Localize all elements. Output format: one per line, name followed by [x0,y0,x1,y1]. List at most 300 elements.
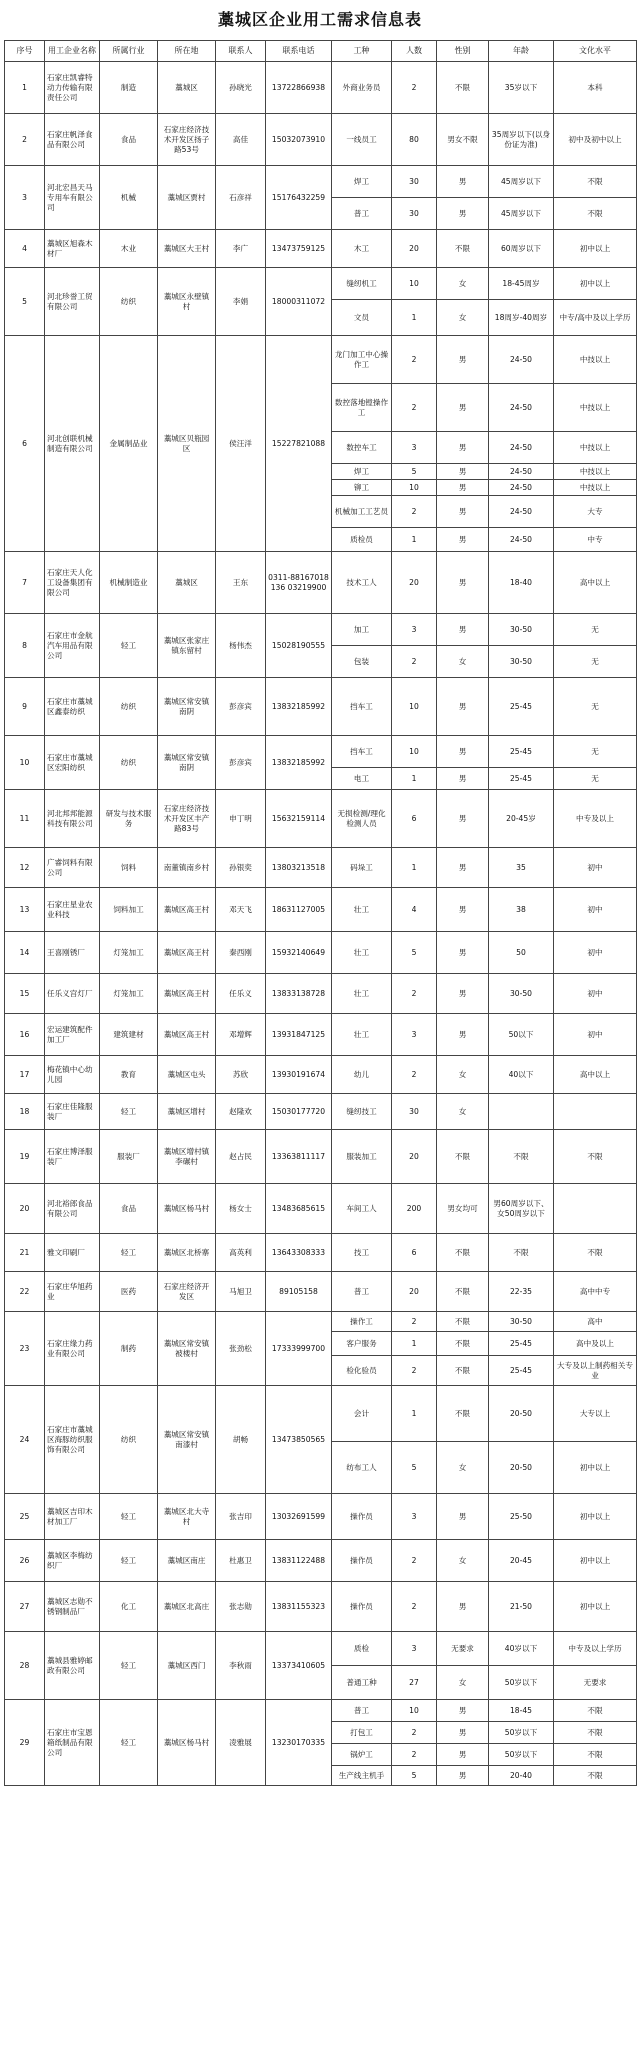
job-type-cell: 纺布工人 [332,1442,392,1494]
job-type-cell: 挡车工 [332,736,392,768]
headcount-cell: 3 [392,1632,437,1666]
location-cell: 南董镇南乡村 [158,848,216,888]
seq-cell: 29 [5,1700,45,1786]
job-type-cell: 幼儿 [332,1056,392,1094]
headcount-cell: 10 [392,736,437,768]
seq-cell: 19 [5,1130,45,1184]
gender-cell: 男 [437,432,489,464]
age-cell: 不限 [489,1130,554,1184]
education-cell: 高中中专 [554,1272,637,1312]
contact-cell: 孙银奕 [216,848,266,888]
gender-cell: 男 [437,166,489,198]
industry-cell: 轻工 [100,1094,158,1130]
headcount-cell: 20 [392,1272,437,1312]
headcount-cell: 5 [392,1766,437,1786]
company-name-cell: 石家庄星业农业科技 [45,888,100,932]
phone-cell: 13473759125 [266,230,332,268]
header-cell: 工种 [332,41,392,62]
headcount-cell: 2 [392,62,437,114]
table-row [5,1632,637,1666]
age-cell: 18-40 [489,552,554,614]
age-cell: 18-45周岁 [489,268,554,300]
seq-cell: 25 [5,1494,45,1540]
company-name-cell: 石家庄市藁城区海豚纺织服饰有限公司 [45,1386,100,1494]
education-cell: 高中及以上 [554,1332,637,1356]
gender-cell: 男 [437,736,489,768]
job-type-cell: 铆工 [332,480,392,496]
education-cell: 无要求 [554,1666,637,1700]
table-row [5,678,637,736]
industry-cell: 制药 [100,1312,158,1386]
table-row [5,888,637,932]
phone-cell: 13032691599 [266,1494,332,1540]
company-name-cell: 藁城区吉印木材加工厂 [45,1494,100,1540]
company-name-cell: 石家庄天人化工设备集团有限公司 [45,552,100,614]
gender-cell: 女 [437,646,489,678]
location-cell: 藁城区大王村 [158,230,216,268]
contact-cell: 张志勋 [216,1582,266,1632]
gender-cell: 男 [437,678,489,736]
seq-cell: 9 [5,678,45,736]
phone-cell: 13930191674 [266,1056,332,1094]
gender-cell: 不限 [437,1234,489,1272]
seq-cell: 8 [5,614,45,678]
gender-cell: 男 [437,384,489,432]
industry-cell: 轻工 [100,1700,158,1786]
table-row [5,1130,637,1184]
headcount-cell: 2 [392,384,437,432]
table-row [5,1386,637,1442]
education-cell: 无 [554,768,637,790]
job-type-cell: 挡车工 [332,678,392,736]
headcount-cell: 20 [392,1130,437,1184]
gender-cell: 不限 [437,62,489,114]
industry-cell: 木业 [100,230,158,268]
company-name-cell: 石家庄华旭药业 [45,1272,100,1312]
age-cell: 30-50 [489,974,554,1014]
seq-cell: 5 [5,268,45,336]
table-row [5,166,637,198]
phone-cell: 13230170335 [266,1700,332,1786]
table-row [5,1700,637,1722]
contact-cell: 邓增辉 [216,1014,266,1056]
education-cell: 不限 [554,1766,637,1786]
job-type-cell: 码垛工 [332,848,392,888]
phone-cell: 15028190555 [266,614,332,678]
industry-cell: 服装厂 [100,1130,158,1184]
phone-cell: 13831122488 [266,1540,332,1582]
contact-cell: 杜惠卫 [216,1540,266,1582]
location-cell: 藁城区常安镇被楼村 [158,1312,216,1386]
seq-cell: 14 [5,932,45,974]
phone-cell: 18000311072 [266,268,332,336]
company-name-cell: 藁城区旭森木材厂 [45,230,100,268]
job-type-cell: 木工 [332,230,392,268]
age-cell: 20-45 [489,1540,554,1582]
table-row [5,736,637,768]
contact-cell: 李娟 [216,268,266,336]
headcount-cell: 5 [392,932,437,974]
education-cell: 大专 [554,496,637,528]
contact-cell: 凌雅展 [216,1700,266,1786]
table-row [5,552,637,614]
table-row [5,62,637,114]
contact-cell: 孙晓光 [216,62,266,114]
job-type-cell: 操作员 [332,1582,392,1632]
job-type-cell: 加工 [332,614,392,646]
education-cell: 中技以上 [554,384,637,432]
headcount-cell: 2 [392,1722,437,1744]
headcount-cell: 5 [392,1442,437,1494]
gender-cell: 男 [437,528,489,552]
headcount-cell: 10 [392,480,437,496]
headcount-cell: 30 [392,198,437,230]
gender-cell: 女 [437,1442,489,1494]
gender-cell: 男女不限 [437,114,489,166]
headcount-cell: 3 [392,1494,437,1540]
headcount-cell: 2 [392,646,437,678]
company-name-cell: 藁城县雅婷邮政有限公司 [45,1632,100,1700]
job-type-cell: 操作工 [332,1312,392,1332]
location-cell: 藁城区张家庄镇东留村 [158,614,216,678]
gender-cell: 不限 [437,1356,489,1386]
header-cell: 性别 [437,41,489,62]
industry-cell: 纺织 [100,1386,158,1494]
age-cell: 18周岁-40周岁 [489,300,554,336]
headcount-cell: 20 [392,552,437,614]
job-type-cell: 操作员 [332,1540,392,1582]
company-name-cell: 王喜刚锈厂 [45,932,100,974]
table-row [5,1272,637,1312]
age-cell: 50以下 [489,1014,554,1056]
phone-cell: 15032073910 [266,114,332,166]
location-cell: 藁城区北高庄 [158,1582,216,1632]
seq-cell: 28 [5,1632,45,1700]
education-cell: 不限 [554,1234,637,1272]
contact-cell: 杨女士 [216,1184,266,1234]
job-type-cell: 质检员 [332,528,392,552]
headcount-cell: 3 [392,432,437,464]
job-type-cell: 质检 [332,1632,392,1666]
industry-cell: 食品 [100,114,158,166]
company-name-cell: 石家庄佳隆服装厂 [45,1094,100,1130]
location-cell: 藁城区西门 [158,1632,216,1700]
location-cell: 藁城区常安镇南阴 [158,678,216,736]
age-cell: 18-45 [489,1700,554,1722]
seq-cell: 18 [5,1094,45,1130]
table-row [5,1312,637,1332]
education-cell: 高中以上 [554,552,637,614]
age-cell: 24-50 [489,480,554,496]
header-cell: 所在地 [158,41,216,62]
job-type-cell: 焊工 [332,166,392,198]
phone-cell: 13803213518 [266,848,332,888]
job-type-cell: 电工 [332,768,392,790]
seq-cell: 21 [5,1234,45,1272]
company-name-cell: 河北宏昌天马专用车有限公司 [45,166,100,230]
company-name-cell: 梅花镇中心幼儿园 [45,1056,100,1094]
phone-cell: 15227821088 [266,336,332,552]
table-row [5,1540,637,1582]
company-name-cell: 藁城区志勋不锈钢制品厂 [45,1582,100,1632]
phone-cell: 18631127005 [266,888,332,932]
table-row [5,1494,637,1540]
location-cell: 藁城区贝瓶园区 [158,336,216,552]
seq-cell: 23 [5,1312,45,1386]
location-cell: 藁城区南庄 [158,1540,216,1582]
phone-cell: 13473850565 [266,1386,332,1494]
education-cell: 初中 [554,974,637,1014]
industry-cell: 食品 [100,1184,158,1234]
location-cell: 藁城区增村 [158,1094,216,1130]
age-cell: 30-50 [489,646,554,678]
table-row [5,1014,637,1056]
phone-cell: 17333999700 [266,1312,332,1386]
seq-cell: 16 [5,1014,45,1056]
industry-cell: 金属制品业 [100,336,158,552]
age-cell: 25-45 [489,1356,554,1386]
age-cell: 25-45 [489,768,554,790]
age-cell: 24-50 [489,496,554,528]
age-cell: 20-50 [489,1442,554,1494]
gender-cell: 男 [437,464,489,480]
location-cell: 藁城区贾村 [158,166,216,230]
contact-cell: 胡畅 [216,1386,266,1494]
age-cell: 24-50 [489,432,554,464]
age-cell: 24-50 [489,384,554,432]
education-cell: 不限 [554,1130,637,1184]
industry-cell: 轻工 [100,1234,158,1272]
job-type-cell: 壮工 [332,974,392,1014]
seq-cell: 24 [5,1386,45,1494]
seq-cell: 3 [5,166,45,230]
education-cell: 中专及以上 [554,790,637,848]
job-type-cell: 普工 [332,1272,392,1312]
age-cell: 22-35 [489,1272,554,1312]
education-cell: 初中以上 [554,1494,637,1540]
job-type-cell: 服装加工 [332,1130,392,1184]
phone-cell: 15932140649 [266,932,332,974]
industry-cell: 灯笼加工 [100,974,158,1014]
gender-cell: 女 [437,268,489,300]
gender-cell: 男 [437,1494,489,1540]
age-cell: 24-50 [489,528,554,552]
company-name-cell: 河北邦邦能源科技有限公司 [45,790,100,848]
education-cell: 初中以上 [554,230,637,268]
table-row [5,1234,637,1272]
headcount-cell: 80 [392,114,437,166]
headcount-cell: 4 [392,888,437,932]
education-cell: 初中 [554,1014,637,1056]
gender-cell: 不限 [437,1130,489,1184]
job-type-cell: 无损检测/理化检测人员 [332,790,392,848]
headcount-cell: 1 [392,300,437,336]
header-cell: 联系电话 [266,41,332,62]
header-cell: 序号 [5,41,45,62]
education-cell: 中技以上 [554,480,637,496]
table-row [5,230,637,268]
industry-cell: 纺织 [100,736,158,790]
seq-cell: 4 [5,230,45,268]
phone-cell: 15632159114 [266,790,332,848]
age-cell: 45周岁以下 [489,166,554,198]
table-row [5,614,637,646]
job-type-cell: 普工 [332,1700,392,1722]
contact-cell: 秦西刚 [216,932,266,974]
headcount-cell: 1 [392,1386,437,1442]
age-cell: 60周岁以下 [489,230,554,268]
table-row [5,1582,637,1632]
gender-cell: 男 [437,1700,489,1722]
table-row [5,1184,637,1234]
education-cell: 无 [554,614,637,646]
company-name-cell: 石家庄市宝恩箱纸制品有限公司 [45,1700,100,1786]
phone-cell: 13831155323 [266,1582,332,1632]
company-name-cell: 任乐义宫灯厂 [45,974,100,1014]
gender-cell: 男 [437,614,489,646]
age-cell: 25-45 [489,678,554,736]
job-type-cell: 技工 [332,1234,392,1272]
header-cell: 文化水平 [554,41,637,62]
phone-cell: 13722866938 [266,62,332,114]
contact-cell: 邓天飞 [216,888,266,932]
age-cell: 30-50 [489,614,554,646]
job-type-cell: 打包工 [332,1722,392,1744]
age-cell: 50 [489,932,554,974]
seq-cell: 7 [5,552,45,614]
education-cell: 中专 [554,528,637,552]
location-cell: 藁城区高王村 [158,888,216,932]
industry-cell: 机械制造业 [100,552,158,614]
seq-cell: 1 [5,62,45,114]
contact-cell: 赵隆欢 [216,1094,266,1130]
company-name-cell: 河北珍誉工贸有限公司 [45,268,100,336]
industry-cell: 化工 [100,1582,158,1632]
location-cell: 石家庄经济技术开发区丰产路83号 [158,790,216,848]
job-type-cell: 普工 [332,198,392,230]
age-cell [489,1094,554,1130]
contact-cell: 李秋雨 [216,1632,266,1700]
education-cell: 不限 [554,166,637,198]
education-cell: 初中及初中以上 [554,114,637,166]
gender-cell: 女 [437,1094,489,1130]
table-row [5,932,637,974]
age-cell: 50岁以下 [489,1666,554,1700]
headcount-cell: 30 [392,1094,437,1130]
age-cell: 45周岁以下 [489,198,554,230]
headcount-cell: 2 [392,1056,437,1094]
education-cell: 高中以上 [554,1056,637,1094]
company-name-cell: 河北裕郎食品有限公司 [45,1184,100,1234]
gender-cell: 男 [437,888,489,932]
location-cell: 藁城区 [158,552,216,614]
gender-cell: 男 [437,790,489,848]
industry-cell: 轻工 [100,1540,158,1582]
phone-cell: 13931847125 [266,1014,332,1056]
gender-cell: 不限 [437,230,489,268]
industry-cell: 饲料 [100,848,158,888]
table-row [5,1056,637,1094]
education-cell: 大专以上 [554,1386,637,1442]
headcount-cell: 2 [392,496,437,528]
age-cell: 40岁以下 [489,1632,554,1666]
gender-cell: 男 [437,1722,489,1744]
headcount-cell: 1 [392,1332,437,1356]
location-cell: 藁城区永壁镇村 [158,268,216,336]
age-cell: 35 [489,848,554,888]
job-type-cell: 缝纫机工 [332,268,392,300]
location-cell: 石家庄经济开发区 [158,1272,216,1312]
headcount-cell: 2 [392,974,437,1014]
headcount-cell: 10 [392,1700,437,1722]
industry-cell: 灯笼加工 [100,932,158,974]
seq-cell: 27 [5,1582,45,1632]
contact-cell: 李广 [216,230,266,268]
table-row [5,974,637,1014]
education-cell [554,1094,637,1130]
headcount-cell: 30 [392,166,437,198]
education-cell: 无 [554,678,637,736]
contact-cell: 马旭卫 [216,1272,266,1312]
company-name-cell: 石家庄市藁城区鑫泰纺织 [45,678,100,736]
header-cell: 人数 [392,41,437,62]
company-name-cell: 石家庄博泽服装厂 [45,1130,100,1184]
header-cell: 联系人 [216,41,266,62]
job-type-cell: 锅炉工 [332,1744,392,1766]
job-type-cell: 一线员工 [332,114,392,166]
job-type-cell: 包装 [332,646,392,678]
education-cell: 中专/高中及以上学历 [554,300,637,336]
location-cell: 藁城区高王村 [158,932,216,974]
age-cell: 20-40 [489,1766,554,1786]
seq-cell: 12 [5,848,45,888]
gender-cell: 男 [437,1582,489,1632]
job-type-cell: 文员 [332,300,392,336]
seq-cell: 6 [5,336,45,552]
location-cell: 藁城区增村镇李碾村 [158,1130,216,1184]
company-name-cell: 石家庄市金航汽车用品有限公司 [45,614,100,678]
industry-cell: 纺织 [100,268,158,336]
gender-cell: 女 [437,1666,489,1700]
gender-cell: 男 [437,496,489,528]
contact-cell: 彭彦宾 [216,678,266,736]
contact-cell: 张吉印 [216,1494,266,1540]
job-type-cell: 壮工 [332,1014,392,1056]
education-cell: 无 [554,646,637,678]
phone-cell: 13373410605 [266,1632,332,1700]
company-name-cell: 石家庄缘力药业有限公司 [45,1312,100,1386]
seq-cell: 11 [5,790,45,848]
gender-cell: 男 [437,1014,489,1056]
company-name-cell: 石家庄市藁城区宏阳纺织 [45,736,100,790]
headcount-cell: 27 [392,1666,437,1700]
gender-cell: 女 [437,1056,489,1094]
contact-cell: 高佳 [216,114,266,166]
location-cell: 藁城区常安镇南漆村 [158,1386,216,1494]
page-title: 藁城区企业用工需求信息表 [217,10,422,29]
job-type-cell: 会计 [332,1386,392,1442]
industry-cell: 饲料加工 [100,888,158,932]
age-cell: 25-50 [489,1494,554,1540]
education-cell: 大专及以上制药相关专业 [554,1356,637,1386]
industry-cell: 建筑建材 [100,1014,158,1056]
company-name-cell: 河北创联机械制造有限公司 [45,336,100,552]
headcount-cell: 2 [392,336,437,384]
gender-cell: 不限 [437,1272,489,1312]
age-cell: 25-45 [489,1332,554,1356]
phone-cell: 89105158 [266,1272,332,1312]
headcount-cell: 1 [392,848,437,888]
